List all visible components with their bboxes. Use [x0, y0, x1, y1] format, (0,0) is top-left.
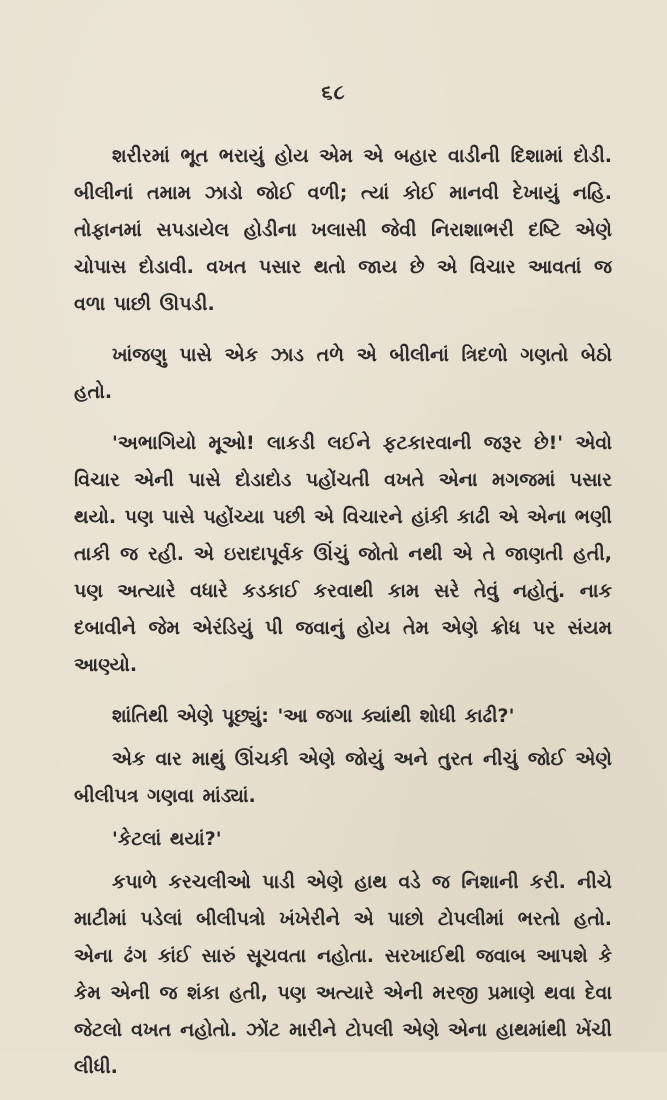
paragraph-7: કપાળે કરચલીઓ પાડી એણે હાથ વડે જ નિશાની કરી. નીચે માટીમાં પડેલાં બીલીપત્રો ખંખેરીને એ પાછો ટોપલીમાં ભરતો હતો. એના ઢંગ કાંઈ સારું સૂચવતા નહોતા. સરખાઈથી જવાબ આપશે કે કેમ એની જ શંકા હતી, પણ અત્યારે એની મરજી પ્રમાણે થવા દેવા જેટલો વખત નહોતો. ઝોંટ મારીને ટોપલી એણે એના હાથમાંથી ખેંચી લીધી. [74, 871, 612, 1078]
paragraph-4: શાંતિથી એણે પૂછ્યું: 'આ જગા ક્યાંથી શોધી કાઢી?' [112, 705, 515, 727]
body-text [74, 138, 612, 1100]
paragraph-2: ખાંજણુ પાસે એક ઝાડ તળે એ બીલીનાં ત્રિદળો ગણતો બેઠો હતો. [74, 344, 612, 403]
paragraph-6: 'કેટલાં થયાં?' [112, 828, 222, 850]
paragraph-3: 'અભાગિયો મૂઓ! લાકડી લઈને ફટકારવાની જરૂર છે!' એવો વિચાર એની પાસે દોડાદોડ પહોંચતી વખતે એના મગજમાં પસાર થયો. પણ પાસે પહોંચ્યા પછી એ વિચારને હાંકી કાઢી એ એના ભણી તાકી જ રહી. એ ઇરાદાપૂર્વક ઊંચું જોતો નથી એ તે જાણતી હતી, પણ અત્યારે વધારે કડકાઈ કરવાથી કામ સરે તેવું નહોતું. નાક દબાવીને જેમ એરંડિયું પી જવાનું હોય તેમ એણે ક્રોધ પર સંયમ આણ્યો. [74, 432, 612, 676]
paragraph-1: શરીરમાં ભૂત ભરાયું હોય એમ એ બહાર વાડીની દિશામાં દોડી. બીલીનાં તમામ ઝાડો જોઈ વળી; ત્યાં કોઈ માનવી દેખાયું નહિ. તોફાનમાં સપડાયેલ હોડીના ખલાસી જેવી નિરાશાભરી દષ્ટિ એણે ચોપાસ દોડાવી. વખત પસાર થતો જાય છે એ વિચાર આવતાં જ વળા પાછી ઊપડી. [74, 145, 612, 315]
paragraph-5: એક વાર માથું ઊંચકી એણે જોયું અને તુરત નીચું જોઈ એણે બીલીપત્ર ગણવા માંડ્યાં. [74, 748, 612, 807]
page-number: ૬૮ [321, 80, 346, 104]
